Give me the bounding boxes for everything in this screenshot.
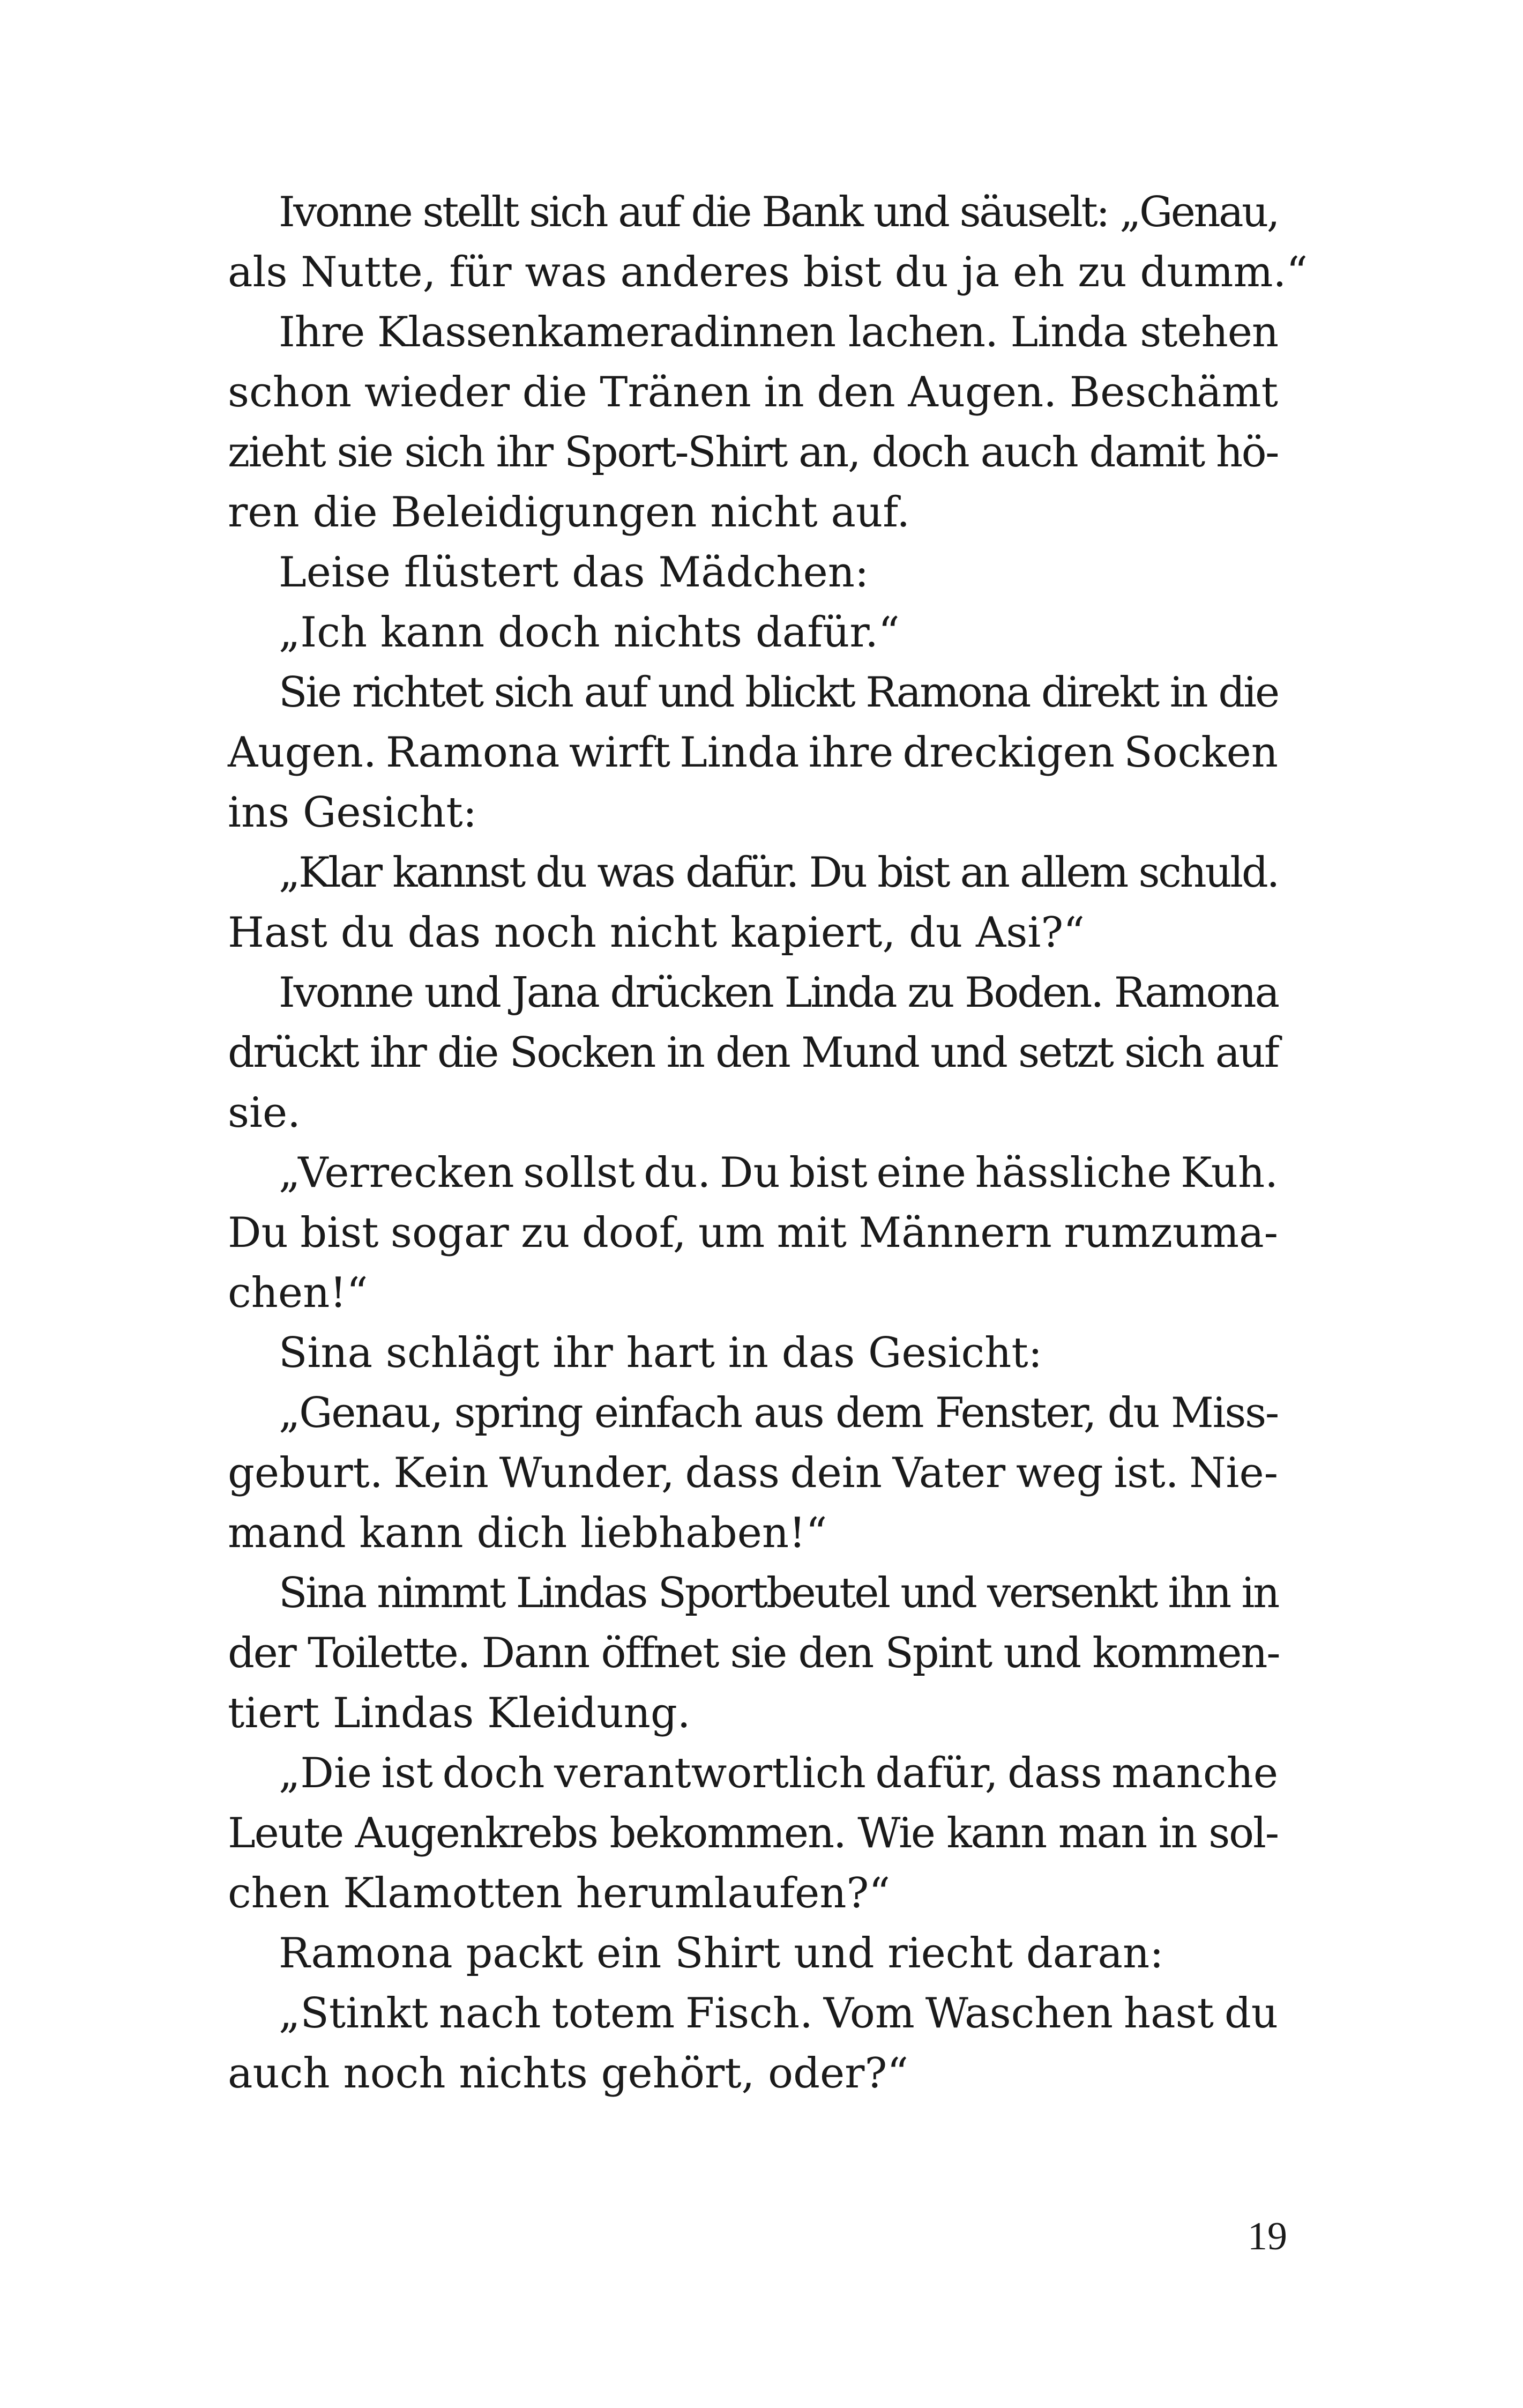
text-line: geburt. Kein Wunder, dass dein Vater weg ist. Nie- [228, 1449, 1278, 1497]
text-line: Leute Augenkrebs bekommen. Wie kann man in sol- [228, 1809, 1278, 1857]
text-line: Sina nimmt Lindas Sportbeutel und versenkt ihn in [279, 1569, 1278, 1617]
text-line: Sie richtet sich auf und blickt Ramona direkt in die [279, 668, 1278, 717]
text-line: auch noch nichts gehört, oder?“ [228, 2049, 909, 2098]
body-text [228, 182, 1308, 2104]
text-line: „Genau, spring einfach aus dem Fenster, du Miss- [279, 1389, 1278, 1437]
text-line: „Die ist doch verantwortlich dafür, dass manche [279, 1749, 1278, 1797]
text-line: Leise flüstert das Mädchen: [279, 548, 869, 597]
text-line: „Verrecken sollst du. Du bist eine hässliche Kuh. [279, 1149, 1278, 1197]
text-line: Ivonne stellt sich auf die Bank und säuselt: „Genau, [279, 188, 1278, 236]
text-line: der Toilette. Dann öffnet sie den Spint und kommen- [228, 1629, 1280, 1677]
text-line: Ivonne und Jana drücken Linda zu Boden. Ramona [279, 969, 1278, 1017]
text-line: chen Klamotten herumlaufen?“ [228, 1869, 891, 1918]
text-line: als Nutte, für was anderes bist du ja eh zu dumm.“ [228, 248, 1308, 296]
text-line: Ihre Klassenkameradinnen lachen. Linda stehen [279, 308, 1278, 356]
text-line: „Klar kannst du was dafür. Du bist an allem schuld. [279, 849, 1278, 897]
text-line: tiert Lindas Kleidung. [228, 1689, 691, 1737]
text-line: ins Gesicht: [228, 789, 477, 837]
text-line: sie. [228, 1089, 301, 1137]
text-line: drückt ihr die Socken in den Mund und setzt sich auf [228, 1029, 1278, 1077]
text-line: „Ich kann doch nichts dafür.“ [279, 608, 900, 657]
text-line: Augen. Ramona wirft Linda ihre dreckigen Socken [228, 729, 1278, 777]
text-line: „Stinkt nach totem Fisch. Vom Waschen hast du [279, 1989, 1278, 2038]
text-line: zieht sie sich ihr Sport-Shirt an, doch auch damit hö- [228, 428, 1278, 477]
text-line: ren die Beleidigungen nicht auf. [228, 488, 910, 537]
text-line: Sina schlägt ihr hart in das Gesicht: [279, 1329, 1043, 1377]
text-line: mand kann dich liebhaben!“ [228, 1509, 827, 1557]
text-line: Ramona packt ein Shirt und riecht daran: [279, 1929, 1164, 1978]
text-line: schon wieder die Tränen in den Augen. Beschämt [228, 368, 1278, 417]
text-line: chen!“ [228, 1269, 368, 1317]
text-line: Hast du das noch nicht kapiert, du Asi?“ [228, 909, 1085, 957]
text-line: Du bist sogar zu doof, um mit Männern rumzuma- [228, 1209, 1278, 1257]
page-number: 19 [1248, 2214, 1287, 2258]
